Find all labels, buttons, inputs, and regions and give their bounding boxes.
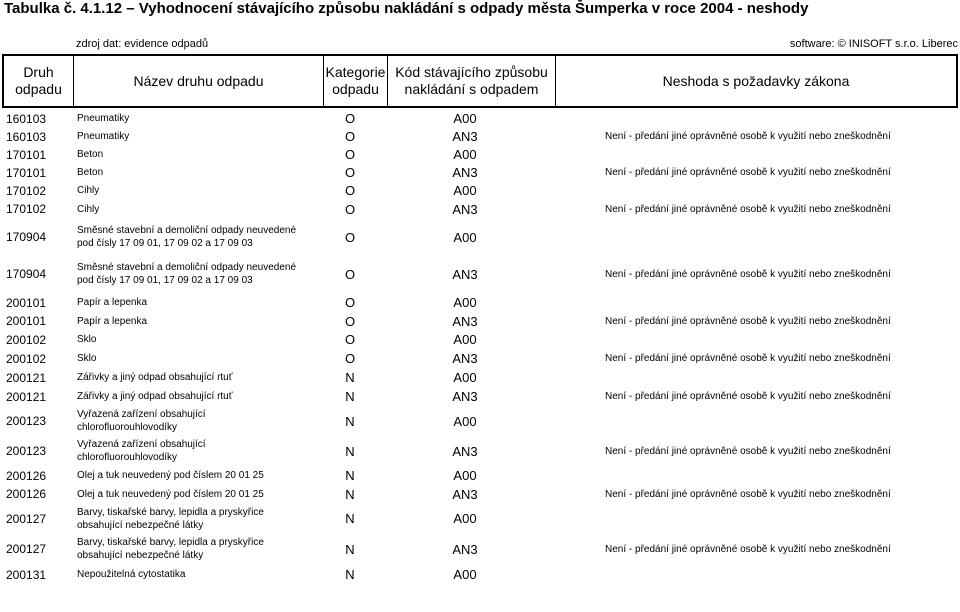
waste-code: 200131 <box>6 567 47 582</box>
compliance-issue: Není - předání jiné oprávněné osobě k využití nebo zneškodnění <box>605 203 891 215</box>
handling-method-code: AN3 <box>452 486 478 502</box>
handling-method-code: AN3 <box>452 129 478 144</box>
waste-code: 200127 <box>6 542 47 556</box>
compliance-issue: Není - předání jiné oprávněné osobě k využití nebo zneškodnění <box>605 131 891 142</box>
waste-category: O <box>344 295 356 310</box>
table-row <box>0 564 960 585</box>
waste-code: 200126 <box>6 487 47 501</box>
table-row <box>0 312 960 330</box>
header-neshoda <box>556 56 956 106</box>
waste-name <box>77 219 322 255</box>
waste-code: 200126 <box>6 468 47 483</box>
waste-category: N <box>345 541 355 557</box>
waste-code: 200102 <box>6 332 47 347</box>
compliance-issue <box>605 466 957 485</box>
waste-code: 200121 <box>6 389 47 404</box>
waste-name: Papír a lepenka <box>77 297 148 308</box>
waste-category: O <box>344 183 356 198</box>
waste-code: 170101 <box>6 147 47 162</box>
waste-name-line2: obsahující nebezpečné látky <box>77 519 204 531</box>
waste-category: O <box>344 165 356 180</box>
waste-category: O <box>344 229 356 245</box>
waste-name-line1: Barvy, tiskařské barvy, lepidla a pryskyřice <box>77 537 264 548</box>
table-row <box>0 293 960 312</box>
waste-category: O <box>344 332 356 347</box>
compliance-issue: Není - předání jiné oprávněné osobě k využití nebo zneškodnění <box>605 445 891 457</box>
header-druh-line2: odpadu <box>15 81 62 97</box>
header-kod-line1: Kód stávajícího způsobu <box>395 64 548 80</box>
header-nazev-text: Název druhu odpadu <box>133 72 264 89</box>
header-kategorie-line1: Kategorie <box>325 64 386 80</box>
data-source-note: zdroj dat: evidence odpadů <box>76 38 209 50</box>
waste-name-line1: Směsné stavební a demoliční odpady neuvedené <box>77 225 297 236</box>
compliance-issue: Není - předání jiné oprávněné osobě k využití nebo zneškodnění <box>605 543 891 555</box>
waste-name: Nepoužitelná cytostatika <box>77 569 186 580</box>
waste-code: 200123 <box>6 414 47 428</box>
waste-name <box>77 503 322 534</box>
compliance-issue <box>605 293 957 312</box>
handling-method-code: A00 <box>453 332 477 347</box>
handling-method-code: AN3 <box>452 266 478 282</box>
handling-method-code: A00 <box>453 567 477 582</box>
compliance-issue <box>605 564 957 585</box>
waste-name-line2: pod čísly 17 09 01, 17 09 02 a 17 09 03 <box>77 238 253 249</box>
waste-code: 200101 <box>6 295 47 310</box>
table-row <box>0 330 960 349</box>
waste-name: Pneumatiky <box>77 131 130 142</box>
waste-category: O <box>344 351 356 366</box>
waste-name-line1: Směsné stavební a demoliční odpady neuvedené <box>77 262 297 273</box>
handling-method-code: A00 <box>453 370 477 385</box>
handling-method-code: A00 <box>453 147 477 162</box>
table-row <box>0 387 960 406</box>
waste-code: 170102 <box>6 183 47 198</box>
waste-category: O <box>344 201 356 217</box>
compliance-issue: Není - předání jiné oprávněné osobě k využití nebo zneškodnění <box>605 167 891 178</box>
table-row <box>0 127 960 146</box>
table-body <box>0 110 960 585</box>
handling-method-code: A00 <box>453 183 477 198</box>
waste-name: Beton <box>77 149 104 160</box>
compliance-issue <box>605 110 957 127</box>
software-credit: software: © INISOFT s.r.o. Liberec <box>789 38 958 50</box>
table-row <box>0 255 960 293</box>
table-row <box>0 163 960 182</box>
waste-code: 170102 <box>6 202 47 216</box>
table-row <box>0 436 960 466</box>
waste-name <box>77 436 322 466</box>
waste-name: Sklo <box>77 353 97 364</box>
waste-name-line2: chlorofluorouhlovodíky <box>77 422 178 433</box>
waste-name: Cihly <box>77 185 100 196</box>
page-title: Tabulka č. 4.1.12 – Vyhodnocení stávajícího způsobu nakládání s odpady města Šumperka v roce 2004 - neshody <box>4 0 809 17</box>
table-row <box>0 485 960 503</box>
waste-code: 160103 <box>6 111 47 126</box>
handling-method-code: AN3 <box>452 351 478 366</box>
compliance-issue <box>605 330 957 349</box>
table-row <box>0 466 960 485</box>
table-row <box>0 182 960 199</box>
handling-method-code: A00 <box>453 468 477 483</box>
header-kod <box>388 56 556 106</box>
waste-name <box>77 255 322 293</box>
header-neshoda-text: Neshoda s požadavky zákona <box>662 72 850 89</box>
compliance-issue <box>605 146 957 163</box>
waste-name-line2: pod čísly 17 09 01, 17 09 02 a 17 09 03 <box>77 275 253 286</box>
table-row <box>0 534 960 564</box>
waste-code: 200123 <box>6 444 47 458</box>
header-druh-line1: Druh <box>23 64 54 80</box>
waste-name: Pneumatiky <box>77 113 130 124</box>
waste-name: Cihly <box>77 203 100 215</box>
table-row <box>0 368 960 387</box>
compliance-issue <box>605 368 957 387</box>
waste-name-line1: Vyřazená zařízení obsahující <box>77 409 206 420</box>
compliance-issue <box>605 406 957 436</box>
waste-category: O <box>344 147 356 162</box>
table-row <box>0 503 960 534</box>
waste-category: O <box>344 313 356 329</box>
waste-category: N <box>345 370 355 385</box>
table-row <box>0 146 960 163</box>
handling-method-code: A00 <box>453 111 477 126</box>
table-row <box>0 406 960 436</box>
handling-method-code: A00 <box>453 511 477 526</box>
compliance-issue <box>605 503 957 534</box>
waste-category: N <box>345 511 355 526</box>
waste-name: Zářivky a jiný odpad obsahující rtuť <box>77 372 233 383</box>
waste-category: O <box>344 129 356 144</box>
waste-code: 200127 <box>6 511 47 526</box>
handling-method-code: AN3 <box>452 165 478 180</box>
waste-code: 170101 <box>6 165 47 180</box>
handling-method-code: AN3 <box>452 201 478 217</box>
waste-name: Olej a tuk neuvedený pod číslem 20 01 25 <box>77 488 264 500</box>
waste-name-line2: obsahující nebezpečné látky <box>77 550 204 561</box>
waste-category: N <box>345 413 355 429</box>
waste-category: N <box>345 567 355 582</box>
header-kod-line2: nakládání s odpadem <box>404 81 539 97</box>
waste-category: N <box>345 443 355 459</box>
waste-name: Beton <box>77 167 104 178</box>
waste-code: 160103 <box>6 129 47 144</box>
waste-name <box>77 406 322 436</box>
compliance-issue: Není - předání jiné oprávněné osobě k využití nebo zneškodnění <box>605 353 891 364</box>
waste-category: N <box>345 486 355 502</box>
waste-name <box>77 534 322 564</box>
waste-category: N <box>345 468 355 483</box>
waste-code: 170904 <box>6 267 47 281</box>
header-kategorie <box>324 56 388 106</box>
table-row <box>0 110 960 127</box>
waste-name: Papír a lepenka <box>77 315 148 327</box>
waste-category: N <box>345 389 355 404</box>
waste-code: 170904 <box>6 230 47 244</box>
handling-method-code: A00 <box>453 413 477 429</box>
waste-name-line1: Barvy, tiskařské barvy, lepidla a pryskyřice <box>77 506 264 518</box>
header-druh <box>4 56 74 106</box>
handling-method-code: AN3 <box>452 541 478 557</box>
waste-name: Zářivky a jiný odpad obsahující rtuť <box>77 391 233 402</box>
waste-name: Olej a tuk neuvedený pod číslem 20 01 25 <box>77 470 264 481</box>
waste-code: 200121 <box>6 370 47 385</box>
handling-method-code: A00 <box>453 295 477 310</box>
waste-name-line1: Vyřazená zařízení obsahující <box>77 439 206 450</box>
waste-code: 200101 <box>6 314 47 328</box>
handling-method-code: AN3 <box>452 443 478 459</box>
handling-method-code: AN3 <box>452 313 478 329</box>
header-kategorie-line2: odpadu <box>332 81 379 97</box>
handling-method-code: A00 <box>453 229 477 245</box>
table-row <box>0 219 960 255</box>
compliance-issue: Není - předání jiné oprávněné osobě k využití nebo zneškodnění <box>605 268 891 280</box>
handling-method-code: AN3 <box>452 389 478 404</box>
header-nazev <box>74 56 324 106</box>
waste-name-line2: chlorofluorouhlovodíky <box>77 452 178 463</box>
waste-code: 200102 <box>6 351 47 366</box>
compliance-issue: Není - předání jiné oprávněné osobě k využití nebo zneškodnění <box>605 391 891 402</box>
waste-name: Sklo <box>77 334 97 345</box>
table-row <box>0 199 960 219</box>
table-row <box>0 349 960 368</box>
compliance-issue <box>605 182 957 199</box>
waste-category: O <box>344 111 356 126</box>
compliance-issue: Není - předání jiné oprávněné osobě k využití nebo zneškodnění <box>605 315 891 327</box>
compliance-issue <box>605 219 957 255</box>
waste-category: O <box>344 266 356 282</box>
table-header <box>2 54 958 108</box>
compliance-issue: Není - předání jiné oprávněné osobě k využití nebo zneškodnění <box>605 488 891 500</box>
